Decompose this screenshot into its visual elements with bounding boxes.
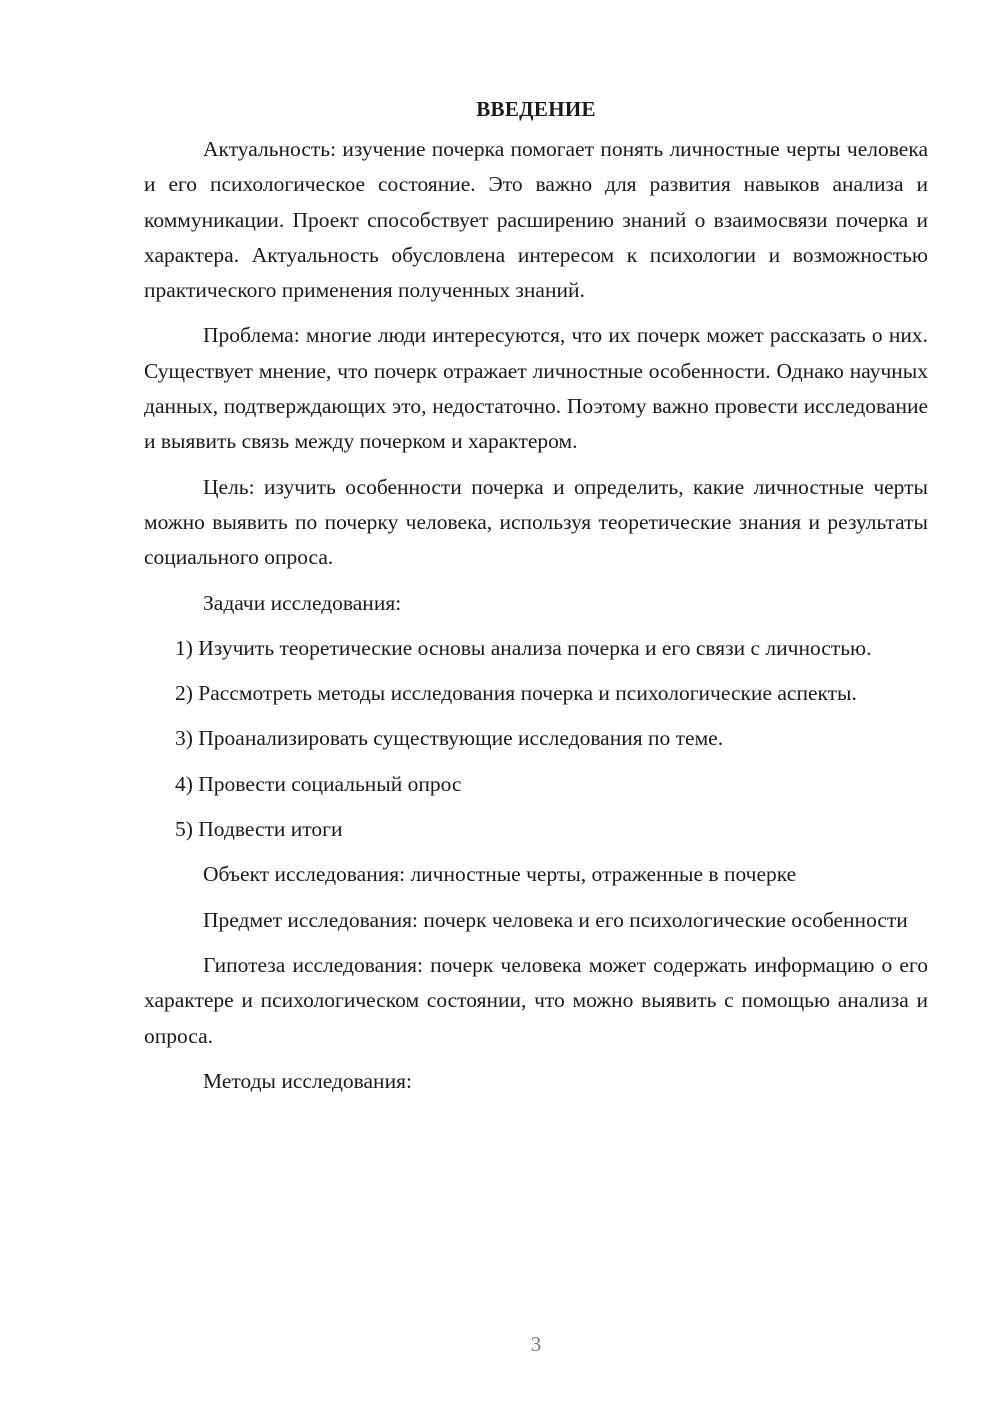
paragraph-relevance: Актуальность: изучение почерка помогает понять личностные черты человека и его психологическое состояние. Это важно для развития навыков анализа и коммуникации. Проект способствует расширению знаний о взаимосвязи почерка и характера. Актуальность обусловлена интересом к психологии и возможностью практического применения полученных знаний. bbox=[144, 137, 928, 303]
paragraph-subject: Предмет исследования: почерк человека и его психологические особенности bbox=[203, 907, 908, 932]
task-item-3: 3) Проанализировать существующие исследования по теме. bbox=[175, 726, 724, 751]
page-number: 3 bbox=[530, 1332, 542, 1356]
paragraph-problem: Проблема: многие люди интересуются, что их почерк может рассказать о них. Существует мнение, что почерк отражает личностные особенности. Однако научных данных, подтверждающих это, недостаточно. Поэтому важно провести исследование и выявить связь между почерком и характером. bbox=[144, 323, 928, 454]
task-item-2: 2) Рассмотреть методы исследования почерка и психологические аспекты. bbox=[175, 681, 857, 706]
tasks-heading: Задачи исследования: bbox=[203, 590, 402, 615]
task-item-1: 1) Изучить теоретические основы анализа почерка и его связи с личностью. bbox=[175, 635, 872, 660]
page-title: ВВЕДЕНИЕ bbox=[476, 97, 596, 121]
page-content bbox=[144, 94, 928, 1109]
paragraph-object: Объект исследования: личностные черты, отраженные в почерке bbox=[203, 862, 797, 887]
task-item-5: 5) Подвести итоги bbox=[175, 817, 343, 842]
paragraph-goal: Цель: изучить особенности почерка и определить, какие личностные черты можно выявить по почерку человека, используя теоретические знания и результаты социального опроса. bbox=[144, 474, 928, 570]
task-item-4: 4) Провести социальный опрос bbox=[175, 771, 462, 796]
methods-heading: Методы исследования: bbox=[203, 1068, 412, 1093]
paragraph-hypothesis: Гипотеза исследования: почерк человека может содержать информацию о его характере и психологическом состоянии, что можно выявить с помощью анализа и опроса. bbox=[144, 952, 928, 1048]
